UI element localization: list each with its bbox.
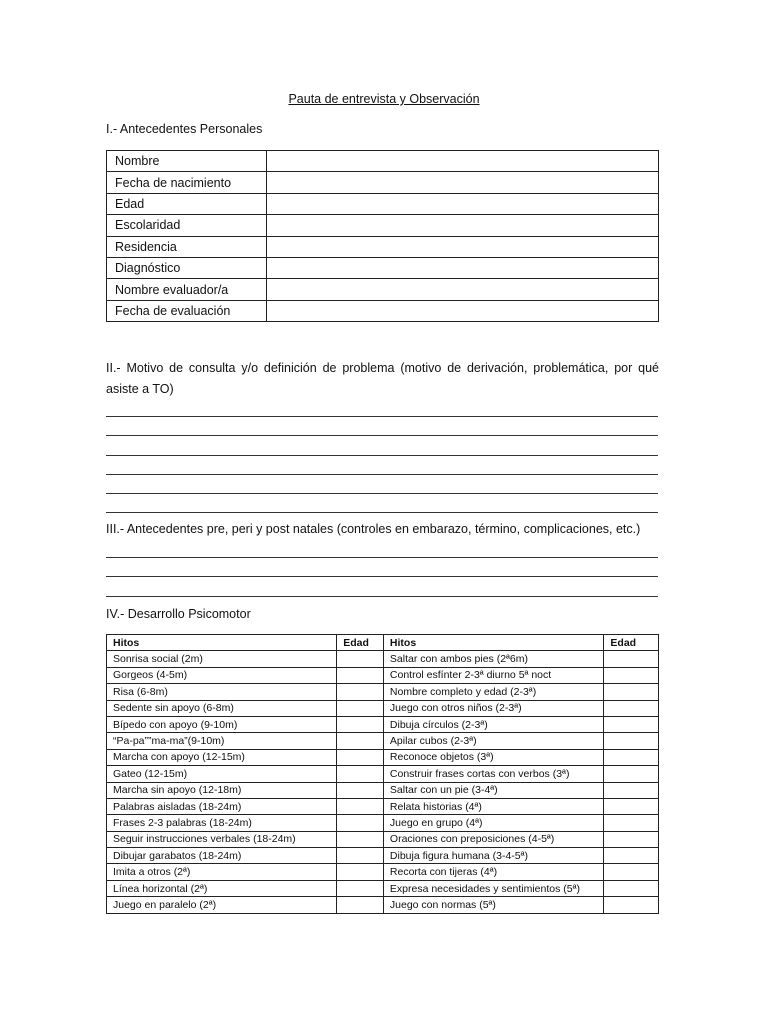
age-cell[interactable] — [604, 798, 659, 814]
age-cell[interactable] — [604, 880, 659, 896]
age-cell[interactable] — [604, 864, 659, 880]
age-cell[interactable] — [337, 864, 384, 880]
table-row — [107, 172, 659, 193]
field-value[interactable] — [267, 257, 659, 278]
answer-line — [106, 475, 658, 494]
field-label: Residencia — [107, 236, 267, 257]
milestone-cell: Expresa necesidades y sentimientos (5ª) — [383, 880, 604, 896]
answer-line — [106, 539, 658, 558]
milestone-cell: Línea horizontal (2ª) — [107, 880, 337, 896]
field-value[interactable] — [267, 193, 659, 214]
table-row — [107, 700, 659, 716]
field-value[interactable] — [267, 236, 659, 257]
milestone-cell: Gorgeos (4-5m) — [107, 667, 337, 683]
milestone-cell: Sonrisa social (2m) — [107, 651, 337, 667]
age-cell[interactable] — [337, 700, 384, 716]
milestone-cell: Juego en paralelo (2ª) — [107, 897, 337, 913]
section-development-heading: IV.- Desarrollo Psicomotor — [106, 607, 251, 621]
table-row — [107, 651, 659, 667]
table-row — [107, 193, 659, 214]
age-cell[interactable] — [604, 733, 659, 749]
column-header-edad: Edad — [337, 635, 384, 651]
perinatal-answer-lines[interactable] — [106, 539, 658, 597]
milestones-table — [106, 634, 659, 914]
milestone-cell: Nombre completo y edad (2-3ª) — [383, 684, 604, 700]
column-header-edad: Edad — [604, 635, 659, 651]
milestone-cell: Apilar cubos (2-3ª) — [383, 733, 604, 749]
field-label: Nombre evaluador/a — [107, 279, 267, 300]
field-label: Diagnóstico — [107, 257, 267, 278]
milestone-cell: Imita a otros (2ª) — [107, 864, 337, 880]
table-row — [107, 766, 659, 782]
milestone-cell: Recorta con tijeras (4ª) — [383, 864, 604, 880]
age-cell[interactable] — [604, 684, 659, 700]
table-row — [107, 667, 659, 683]
section-personal-heading: I.- Antecedentes Personales — [106, 122, 263, 136]
table-row — [107, 236, 659, 257]
table-row — [107, 848, 659, 864]
table-row — [107, 815, 659, 831]
age-cell[interactable] — [337, 667, 384, 683]
age-cell[interactable] — [337, 848, 384, 864]
field-label: Nombre — [107, 151, 267, 172]
milestone-cell: Juego con otros niños (2-3ª) — [383, 700, 604, 716]
age-cell[interactable] — [337, 749, 384, 765]
personal-data-table — [106, 150, 659, 322]
age-cell[interactable] — [604, 749, 659, 765]
field-value[interactable] — [267, 279, 659, 300]
answer-line — [106, 494, 658, 513]
milestone-cell: Saltar con ambos pies (2ª6m) — [383, 651, 604, 667]
table-row — [107, 897, 659, 913]
milestone-cell: Relata historias (4ª) — [383, 798, 604, 814]
document-title: Pauta de entrevista y Observación — [288, 92, 480, 106]
milestone-cell: “Pa-pa””ma-ma”(9-10m) — [107, 733, 337, 749]
milestone-cell: Dibuja figura humana (3-4-5ª) — [383, 848, 604, 864]
milestone-cell: Dibujar garabatos (18-24m) — [107, 848, 337, 864]
table-row — [107, 215, 659, 236]
table-row — [107, 831, 659, 847]
age-cell[interactable] — [604, 815, 659, 831]
table-row — [107, 257, 659, 278]
answer-line — [106, 398, 658, 417]
milestone-cell: Frases 2-3 palabras (18-24m) — [107, 815, 337, 831]
age-cell[interactable] — [604, 766, 659, 782]
age-cell[interactable] — [604, 700, 659, 716]
age-cell[interactable] — [604, 716, 659, 732]
milestone-cell: Construir frases cortas con verbos (3ª) — [383, 766, 604, 782]
age-cell[interactable] — [604, 651, 659, 667]
age-cell[interactable] — [604, 667, 659, 683]
section-perinatal-heading: III.- Antecedentes pre, peri y post natales (controles en embarazo, término, complicaciones, etc.) — [106, 522, 641, 536]
milestone-cell: Juego con normas (5ª) — [383, 897, 604, 913]
table-row — [107, 749, 659, 765]
table-row — [107, 880, 659, 896]
age-cell[interactable] — [337, 815, 384, 831]
milestone-cell: Oraciones con preposiciones (4-5ª) — [383, 831, 604, 847]
table-row — [107, 279, 659, 300]
age-cell[interactable] — [337, 716, 384, 732]
age-cell[interactable] — [337, 880, 384, 896]
milestone-cell: Marcha con apoyo (12-15m) — [107, 749, 337, 765]
milestone-cell: Seguir instrucciones verbales (18-24m) — [107, 831, 337, 847]
milestone-cell: Juego en grupo (4ª) — [383, 815, 604, 831]
field-label: Edad — [107, 193, 267, 214]
table-header-row — [107, 635, 659, 651]
age-cell[interactable] — [337, 831, 384, 847]
age-cell[interactable] — [337, 651, 384, 667]
answer-line — [106, 436, 658, 455]
table-row — [107, 151, 659, 172]
column-header-hitos: Hitos — [383, 635, 604, 651]
milestone-cell: Gateo (12-15m) — [107, 766, 337, 782]
age-cell[interactable] — [604, 831, 659, 847]
milestone-cell: Risa (6-8m) — [107, 684, 337, 700]
milestone-cell: Reconoce objetos (3ª) — [383, 749, 604, 765]
age-cell[interactable] — [337, 897, 384, 913]
table-row — [107, 798, 659, 814]
age-cell[interactable] — [604, 782, 659, 798]
answer-line — [106, 456, 658, 475]
age-cell[interactable] — [337, 782, 384, 798]
milestone-cell: Control esfínter 2-3ª diurno 5ª noct — [383, 667, 604, 683]
age-cell[interactable] — [604, 897, 659, 913]
milestone-cell: Saltar con un pie (3-4ª) — [383, 782, 604, 798]
milestone-cell: Marcha sin apoyo (12-18m) — [107, 782, 337, 798]
age-cell[interactable] — [337, 733, 384, 749]
table-row — [107, 782, 659, 798]
field-label: Fecha de nacimiento — [107, 172, 267, 193]
table-row — [107, 733, 659, 749]
milestone-cell: Dibuja círculos (2-3ª) — [383, 716, 604, 732]
answer-line — [106, 558, 658, 577]
field-value[interactable] — [267, 151, 659, 172]
table-row — [107, 864, 659, 880]
field-value[interactable] — [267, 215, 659, 236]
milestone-cell: Bípedo con apoyo (9-10m) — [107, 716, 337, 732]
field-value[interactable] — [267, 300, 659, 321]
field-label: Fecha de evaluación — [107, 300, 267, 321]
milestone-cell: Sedente sin apoyo (6-8m) — [107, 700, 337, 716]
answer-line — [106, 417, 658, 436]
age-cell[interactable] — [337, 798, 384, 814]
consultation-answer-lines[interactable] — [106, 398, 658, 513]
age-cell[interactable] — [337, 766, 384, 782]
age-cell[interactable] — [337, 684, 384, 700]
answer-line — [106, 577, 658, 596]
column-header-hitos: Hitos — [107, 635, 337, 651]
table-row — [107, 300, 659, 321]
field-value[interactable] — [267, 172, 659, 193]
table-row — [107, 716, 659, 732]
field-label: Escolaridad — [107, 215, 267, 236]
section-consultation-heading: II.- Motivo de consulta y/o definición de problema (motivo de derivación, problemática, por qué asiste a TO) — [106, 361, 659, 396]
table-row — [107, 684, 659, 700]
age-cell[interactable] — [604, 848, 659, 864]
milestone-cell: Palabras aisladas (18-24m) — [107, 798, 337, 814]
